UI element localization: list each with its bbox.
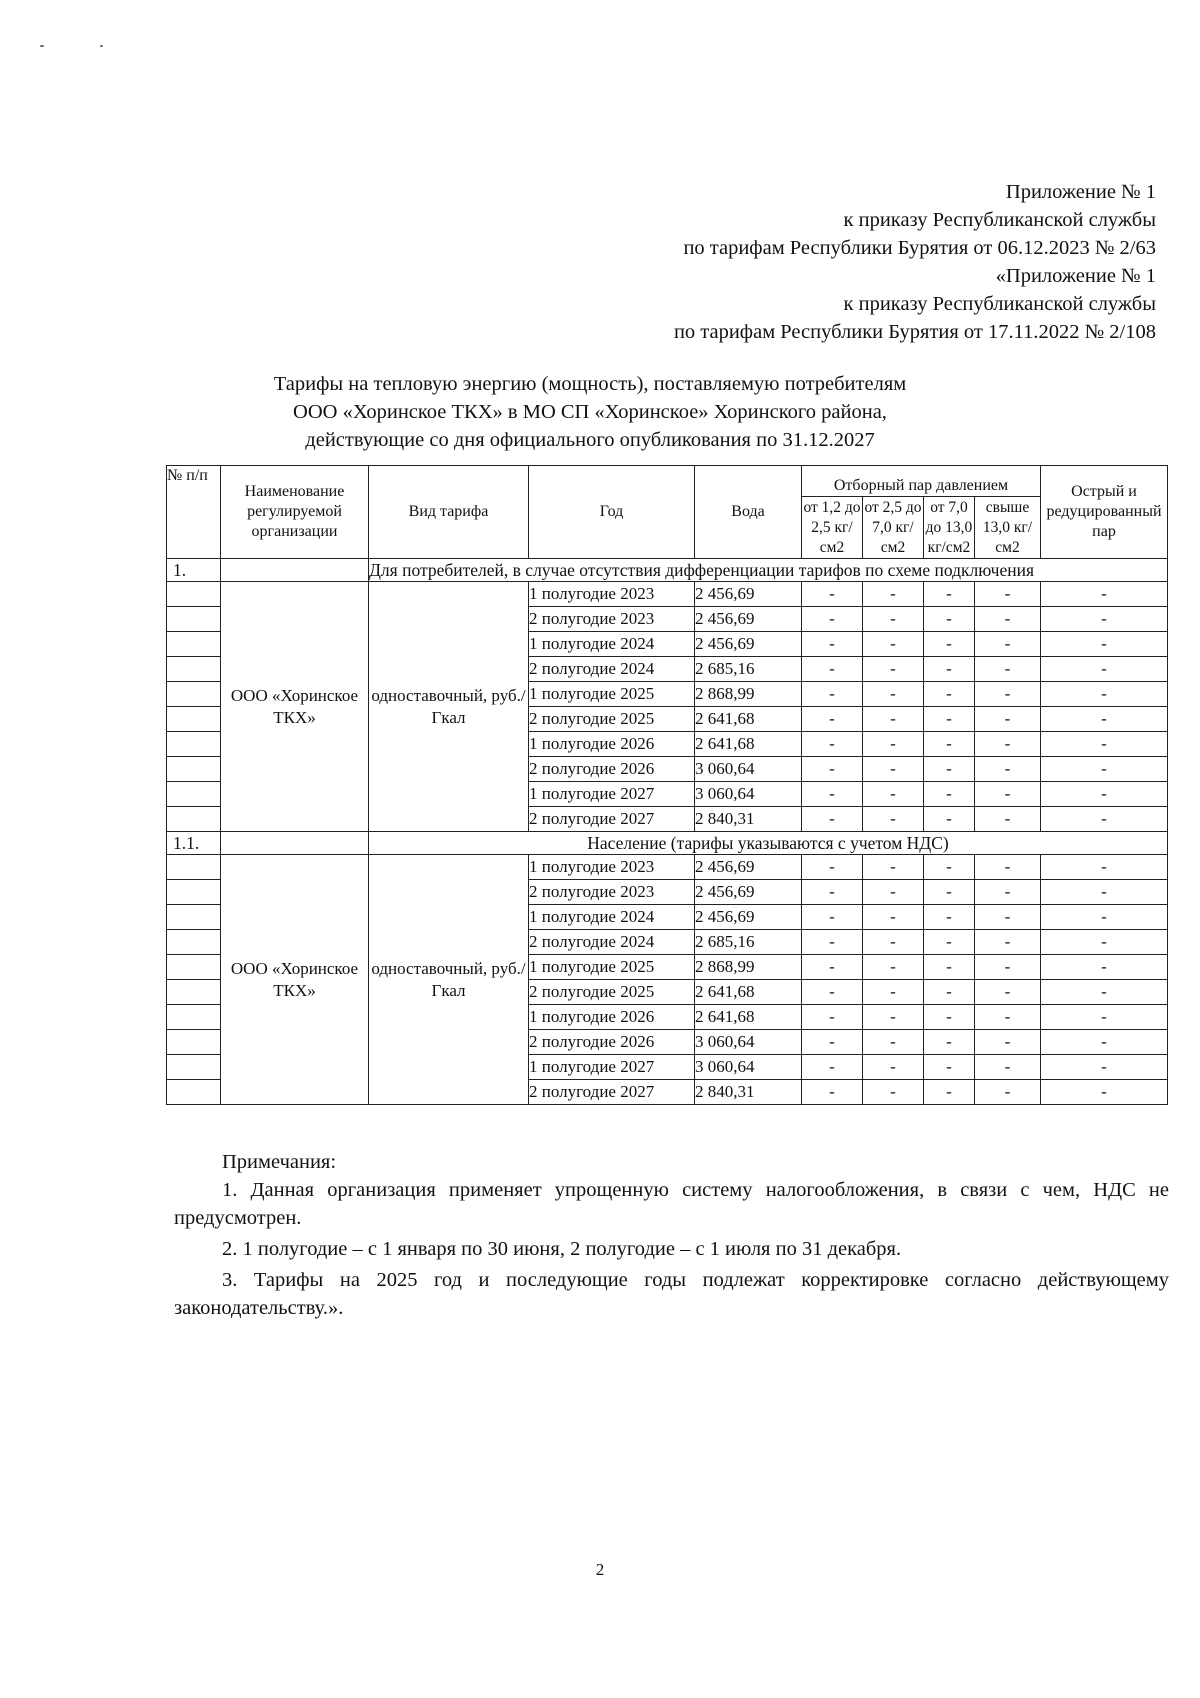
water-tariff-cell: 2 868,99 — [695, 955, 802, 980]
title-line: действующие со дня официального опубликования по 31.12.2027 — [305, 429, 875, 451]
organization-name: ООО «Хоринское ТКХ» — [221, 855, 369, 1105]
title-line: Тарифы на тепловую энергию (мощность), поставляемую потребителям — [273, 373, 907, 395]
empty-tariff-cell: - — [863, 905, 924, 930]
water-tariff-cell: 3 060,64 — [695, 757, 802, 782]
empty-tariff-cell: - — [924, 1055, 975, 1080]
section-row — [167, 832, 1168, 855]
water-tariff-cell: 2 456,69 — [695, 582, 802, 607]
empty-tariff-cell: - — [924, 880, 975, 905]
empty-tariff-cell: - — [975, 1030, 1041, 1055]
empty-tariff-cell: - — [802, 757, 863, 782]
empty-tariff-cell: - — [802, 955, 863, 980]
empty-tariff-cell: - — [924, 855, 975, 880]
period-cell: 1 полугодие 2025 — [529, 682, 695, 707]
empty-tariff-cell: - — [802, 905, 863, 930]
empty-tariff-cell: - — [863, 757, 924, 782]
empty-tariff-cell: - — [802, 632, 863, 657]
water-tariff-cell: 2 840,31 — [695, 1080, 802, 1105]
empty-tariff-cell: - — [924, 682, 975, 707]
empty-tariff-cell: - — [924, 757, 975, 782]
title-line: ООО «Хоринское ТКХ» в МО СП «Хоринское» Хоринского района, — [293, 401, 887, 423]
period-cell: 2 полугодие 2026 — [529, 1030, 695, 1055]
header-sharp-steam: Острый и редуцированный пар — [1041, 466, 1168, 559]
empty-tariff-cell: - — [1041, 1005, 1168, 1030]
empty-tariff-cell: - — [1041, 607, 1168, 632]
empty-tariff-cell: - — [1041, 955, 1168, 980]
section-label: Население (тарифы указываются с учетом НДС) — [369, 832, 1168, 855]
period-cell: 1 полугодие 2023 — [529, 582, 695, 607]
empty-tariff-cell: - — [802, 980, 863, 1005]
notes-heading: Примечания: — [222, 1151, 337, 1173]
tariff-type: одноставочный, руб./Гкал — [369, 855, 529, 1105]
header-pressure-col: от 2,5 до 7,0 кг/см2 — [863, 497, 924, 559]
empty-tariff-cell: - — [863, 707, 924, 732]
period-cell: 2 полугодие 2024 — [529, 657, 695, 682]
empty-tariff-cell: - — [802, 682, 863, 707]
empty-tariff-cell: - — [1041, 980, 1168, 1005]
scan-speck — [100, 45, 103, 47]
empty-tariff-cell: - — [924, 930, 975, 955]
header-line: по тарифам Республики Бурятия от 06.12.2023 № 2/63 — [683, 237, 1156, 259]
page-number: 2 — [595, 1560, 605, 1579]
empty-tariff-cell: - — [924, 1005, 975, 1030]
empty-tariff-cell: - — [863, 732, 924, 757]
empty-tariff-cell: - — [975, 1005, 1041, 1030]
header-line: Приложение № 1 — [1005, 181, 1156, 203]
row-number-cell — [167, 782, 221, 807]
water-tariff-cell: 2 456,69 — [695, 855, 802, 880]
water-tariff-cell: 2 641,68 — [695, 980, 802, 1005]
empty-tariff-cell: - — [1041, 757, 1168, 782]
row-number-cell — [167, 657, 221, 682]
empty-tariff-cell: - — [1041, 855, 1168, 880]
row-number-cell — [167, 930, 221, 955]
water-tariff-cell: 2 685,16 — [695, 930, 802, 955]
period-cell: 2 полугодие 2023 — [529, 607, 695, 632]
empty-tariff-cell: - — [975, 782, 1041, 807]
row-number-cell — [167, 955, 221, 980]
empty-tariff-cell: - — [924, 955, 975, 980]
empty-tariff-cell: - — [975, 632, 1041, 657]
empty-tariff-cell: - — [975, 707, 1041, 732]
water-tariff-cell: 2 641,68 — [695, 732, 802, 757]
section-label: Для потребителей, в случае отсутствия дифференциации тарифов по схеме подключения — [369, 559, 1168, 582]
period-cell: 1 полугодие 2026 — [529, 1005, 695, 1030]
empty-tariff-cell: - — [924, 1080, 975, 1105]
row-number-cell — [167, 732, 221, 757]
period-cell: 1 полугодие 2027 — [529, 782, 695, 807]
period-cell: 1 полугодие 2024 — [529, 905, 695, 930]
empty-tariff-cell: - — [802, 880, 863, 905]
row-number-cell — [167, 905, 221, 930]
period-cell: 2 полугодие 2026 — [529, 757, 695, 782]
appendix-header — [674, 178, 1156, 346]
empty-tariff-cell: - — [863, 782, 924, 807]
empty-tariff-cell: - — [1041, 657, 1168, 682]
empty-tariff-cell: - — [975, 607, 1041, 632]
tariff-type: одноставочный, руб./Гкал — [369, 582, 529, 832]
section-row — [167, 559, 1168, 582]
empty-tariff-cell: - — [863, 1030, 924, 1055]
empty-tariff-cell: - — [1041, 880, 1168, 905]
row-number-cell — [167, 1080, 221, 1105]
section-number: 1. — [167, 559, 221, 582]
row-number-cell — [167, 855, 221, 880]
empty-tariff-cell: - — [802, 582, 863, 607]
empty-tariff-cell: - — [924, 807, 975, 832]
water-tariff-cell: 2 840,31 — [695, 807, 802, 832]
empty-tariff-cell: - — [924, 582, 975, 607]
row-number-cell — [167, 632, 221, 657]
empty-tariff-cell: - — [975, 657, 1041, 682]
period-cell: 2 полугодие 2024 — [529, 930, 695, 955]
note-item: 1. Данная организация применяет упрощенную систему налогообложения, в связи с чем, НДС не предусмотрен. — [174, 1179, 1169, 1229]
header-org-name: Наименование регулируемой организации — [221, 466, 369, 559]
empty-tariff-cell: - — [924, 657, 975, 682]
empty-tariff-cell: - — [975, 955, 1041, 980]
empty-tariff-cell: - — [802, 607, 863, 632]
period-cell: 2 полугодие 2025 — [529, 980, 695, 1005]
empty-tariff-cell: - — [975, 582, 1041, 607]
empty-tariff-cell: - — [802, 707, 863, 732]
empty-tariff-cell: - — [863, 657, 924, 682]
section-blank-cell — [221, 559, 369, 582]
document-title — [170, 370, 1010, 454]
empty-tariff-cell: - — [802, 855, 863, 880]
water-tariff-cell: 3 060,64 — [695, 1030, 802, 1055]
header-tariff-type: Вид тарифа — [369, 466, 529, 559]
empty-tariff-cell: - — [975, 757, 1041, 782]
empty-tariff-cell: - — [863, 682, 924, 707]
empty-tariff-cell: - — [975, 682, 1041, 707]
empty-tariff-cell: - — [975, 1080, 1041, 1105]
period-cell: 2 полугодие 2027 — [529, 1080, 695, 1105]
empty-tariff-cell: - — [975, 855, 1041, 880]
water-tariff-cell: 3 060,64 — [695, 782, 802, 807]
period-cell: 2 полугодие 2023 — [529, 880, 695, 905]
empty-tariff-cell: - — [802, 1005, 863, 1030]
period-cell: 1 полугодие 2025 — [529, 955, 695, 980]
empty-tariff-cell: - — [975, 930, 1041, 955]
row-number-cell — [167, 582, 221, 607]
empty-tariff-cell: - — [924, 980, 975, 1005]
empty-tariff-cell: - — [1041, 807, 1168, 832]
table-row — [167, 855, 1168, 880]
row-number-cell — [167, 707, 221, 732]
empty-tariff-cell: - — [1041, 1030, 1168, 1055]
empty-tariff-cell: - — [924, 707, 975, 732]
water-tariff-cell: 2 456,69 — [695, 905, 802, 930]
table-row — [167, 582, 1168, 607]
empty-tariff-cell: - — [924, 1030, 975, 1055]
empty-tariff-cell: - — [802, 732, 863, 757]
empty-tariff-cell: - — [975, 1055, 1041, 1080]
empty-tariff-cell: - — [863, 880, 924, 905]
header-year: Год — [529, 466, 695, 559]
header-line: к приказу Республиканской службы — [843, 209, 1156, 231]
empty-tariff-cell: - — [863, 930, 924, 955]
empty-tariff-cell: - — [975, 980, 1041, 1005]
water-tariff-cell: 2 685,16 — [695, 657, 802, 682]
empty-tariff-cell: - — [802, 1055, 863, 1080]
row-number-cell — [167, 807, 221, 832]
section-blank-cell — [221, 832, 369, 855]
row-number-cell — [167, 1055, 221, 1080]
empty-tariff-cell: - — [863, 1080, 924, 1105]
header-number: № п/п — [167, 466, 221, 559]
empty-tariff-cell: - — [1041, 582, 1168, 607]
header-water: Вода — [695, 466, 802, 559]
row-number-cell — [167, 757, 221, 782]
header-line: по тарифам Республики Бурятия от 17.11.2022 № 2/108 — [673, 321, 1156, 343]
empty-tariff-cell: - — [975, 880, 1041, 905]
empty-tariff-cell: - — [1041, 707, 1168, 732]
empty-tariff-cell: - — [924, 905, 975, 930]
header-pressure-col: от 1,2 до 2,5 кг/см2 — [802, 497, 863, 559]
header-pressure-group: Отборный пар давлением — [802, 466, 1041, 497]
empty-tariff-cell: - — [802, 930, 863, 955]
row-number-cell — [167, 682, 221, 707]
empty-tariff-cell: - — [1041, 1080, 1168, 1105]
period-cell: 1 полугодие 2023 — [529, 855, 695, 880]
row-number-cell — [167, 607, 221, 632]
empty-tariff-cell: - — [863, 582, 924, 607]
empty-tariff-cell: - — [975, 905, 1041, 930]
empty-tariff-cell: - — [924, 607, 975, 632]
period-cell: 2 полугодие 2027 — [529, 807, 695, 832]
empty-tariff-cell: - — [802, 657, 863, 682]
empty-tariff-cell: - — [924, 632, 975, 657]
empty-tariff-cell: - — [1041, 782, 1168, 807]
empty-tariff-cell: - — [802, 807, 863, 832]
empty-tariff-cell: - — [863, 1005, 924, 1030]
header-pressure-col: от 7,0 до 13,0 кг/см2 — [924, 497, 975, 559]
header-line: «Приложение № 1 — [995, 265, 1156, 287]
scan-speck — [40, 45, 44, 47]
water-tariff-cell: 3 060,64 — [695, 1055, 802, 1080]
row-number-cell — [167, 1005, 221, 1030]
water-tariff-cell: 2 456,69 — [695, 607, 802, 632]
water-tariff-cell: 2 456,69 — [695, 880, 802, 905]
row-number-cell — [167, 1030, 221, 1055]
empty-tariff-cell: - — [863, 1055, 924, 1080]
empty-tariff-cell: - — [975, 732, 1041, 757]
empty-tariff-cell: - — [924, 732, 975, 757]
organization-name: ООО «Хоринское ТКХ» — [221, 582, 369, 832]
tariff-table-body — [167, 559, 1168, 1105]
empty-tariff-cell: - — [863, 632, 924, 657]
empty-tariff-cell: - — [863, 855, 924, 880]
empty-tariff-cell: - — [1041, 732, 1168, 757]
empty-tariff-cell: - — [802, 1030, 863, 1055]
notes — [174, 1148, 1169, 1325]
empty-tariff-cell: - — [1041, 632, 1168, 657]
row-number-cell — [167, 980, 221, 1005]
empty-tariff-cell: - — [863, 955, 924, 980]
water-tariff-cell: 2 641,68 — [695, 1005, 802, 1030]
empty-tariff-cell: - — [1041, 930, 1168, 955]
empty-tariff-cell: - — [1041, 1055, 1168, 1080]
empty-tariff-cell: - — [863, 980, 924, 1005]
note-item: 2. 1 полугодие – с 1 января по 30 июня, 2 полугодие – с 1 июля по 31 декабря. — [222, 1238, 902, 1260]
empty-tariff-cell: - — [924, 782, 975, 807]
empty-tariff-cell: - — [1041, 905, 1168, 930]
header-line: к приказу Республиканской службы — [843, 293, 1156, 315]
empty-tariff-cell: - — [975, 807, 1041, 832]
period-cell: 1 полугодие 2026 — [529, 732, 695, 757]
row-number-cell — [167, 880, 221, 905]
empty-tariff-cell: - — [1041, 682, 1168, 707]
note-item: 3. Тарифы на 2025 год и последующие годы подлежат корректировке согласно действующему законодательству.». — [174, 1269, 1169, 1319]
empty-tariff-cell: - — [863, 807, 924, 832]
section-number: 1.1. — [167, 832, 221, 855]
empty-tariff-cell: - — [802, 1080, 863, 1105]
empty-tariff-cell: - — [802, 782, 863, 807]
water-tariff-cell: 2 641,68 — [695, 707, 802, 732]
water-tariff-cell: 2 456,69 — [695, 632, 802, 657]
period-cell: 1 полугодие 2027 — [529, 1055, 695, 1080]
header-pressure-col: свыше 13,0 кг/см2 — [975, 497, 1041, 559]
empty-tariff-cell: - — [863, 607, 924, 632]
water-tariff-cell: 2 868,99 — [695, 682, 802, 707]
period-cell: 1 полугодие 2024 — [529, 632, 695, 657]
tariff-table — [166, 465, 1168, 1105]
period-cell: 2 полугодие 2025 — [529, 707, 695, 732]
